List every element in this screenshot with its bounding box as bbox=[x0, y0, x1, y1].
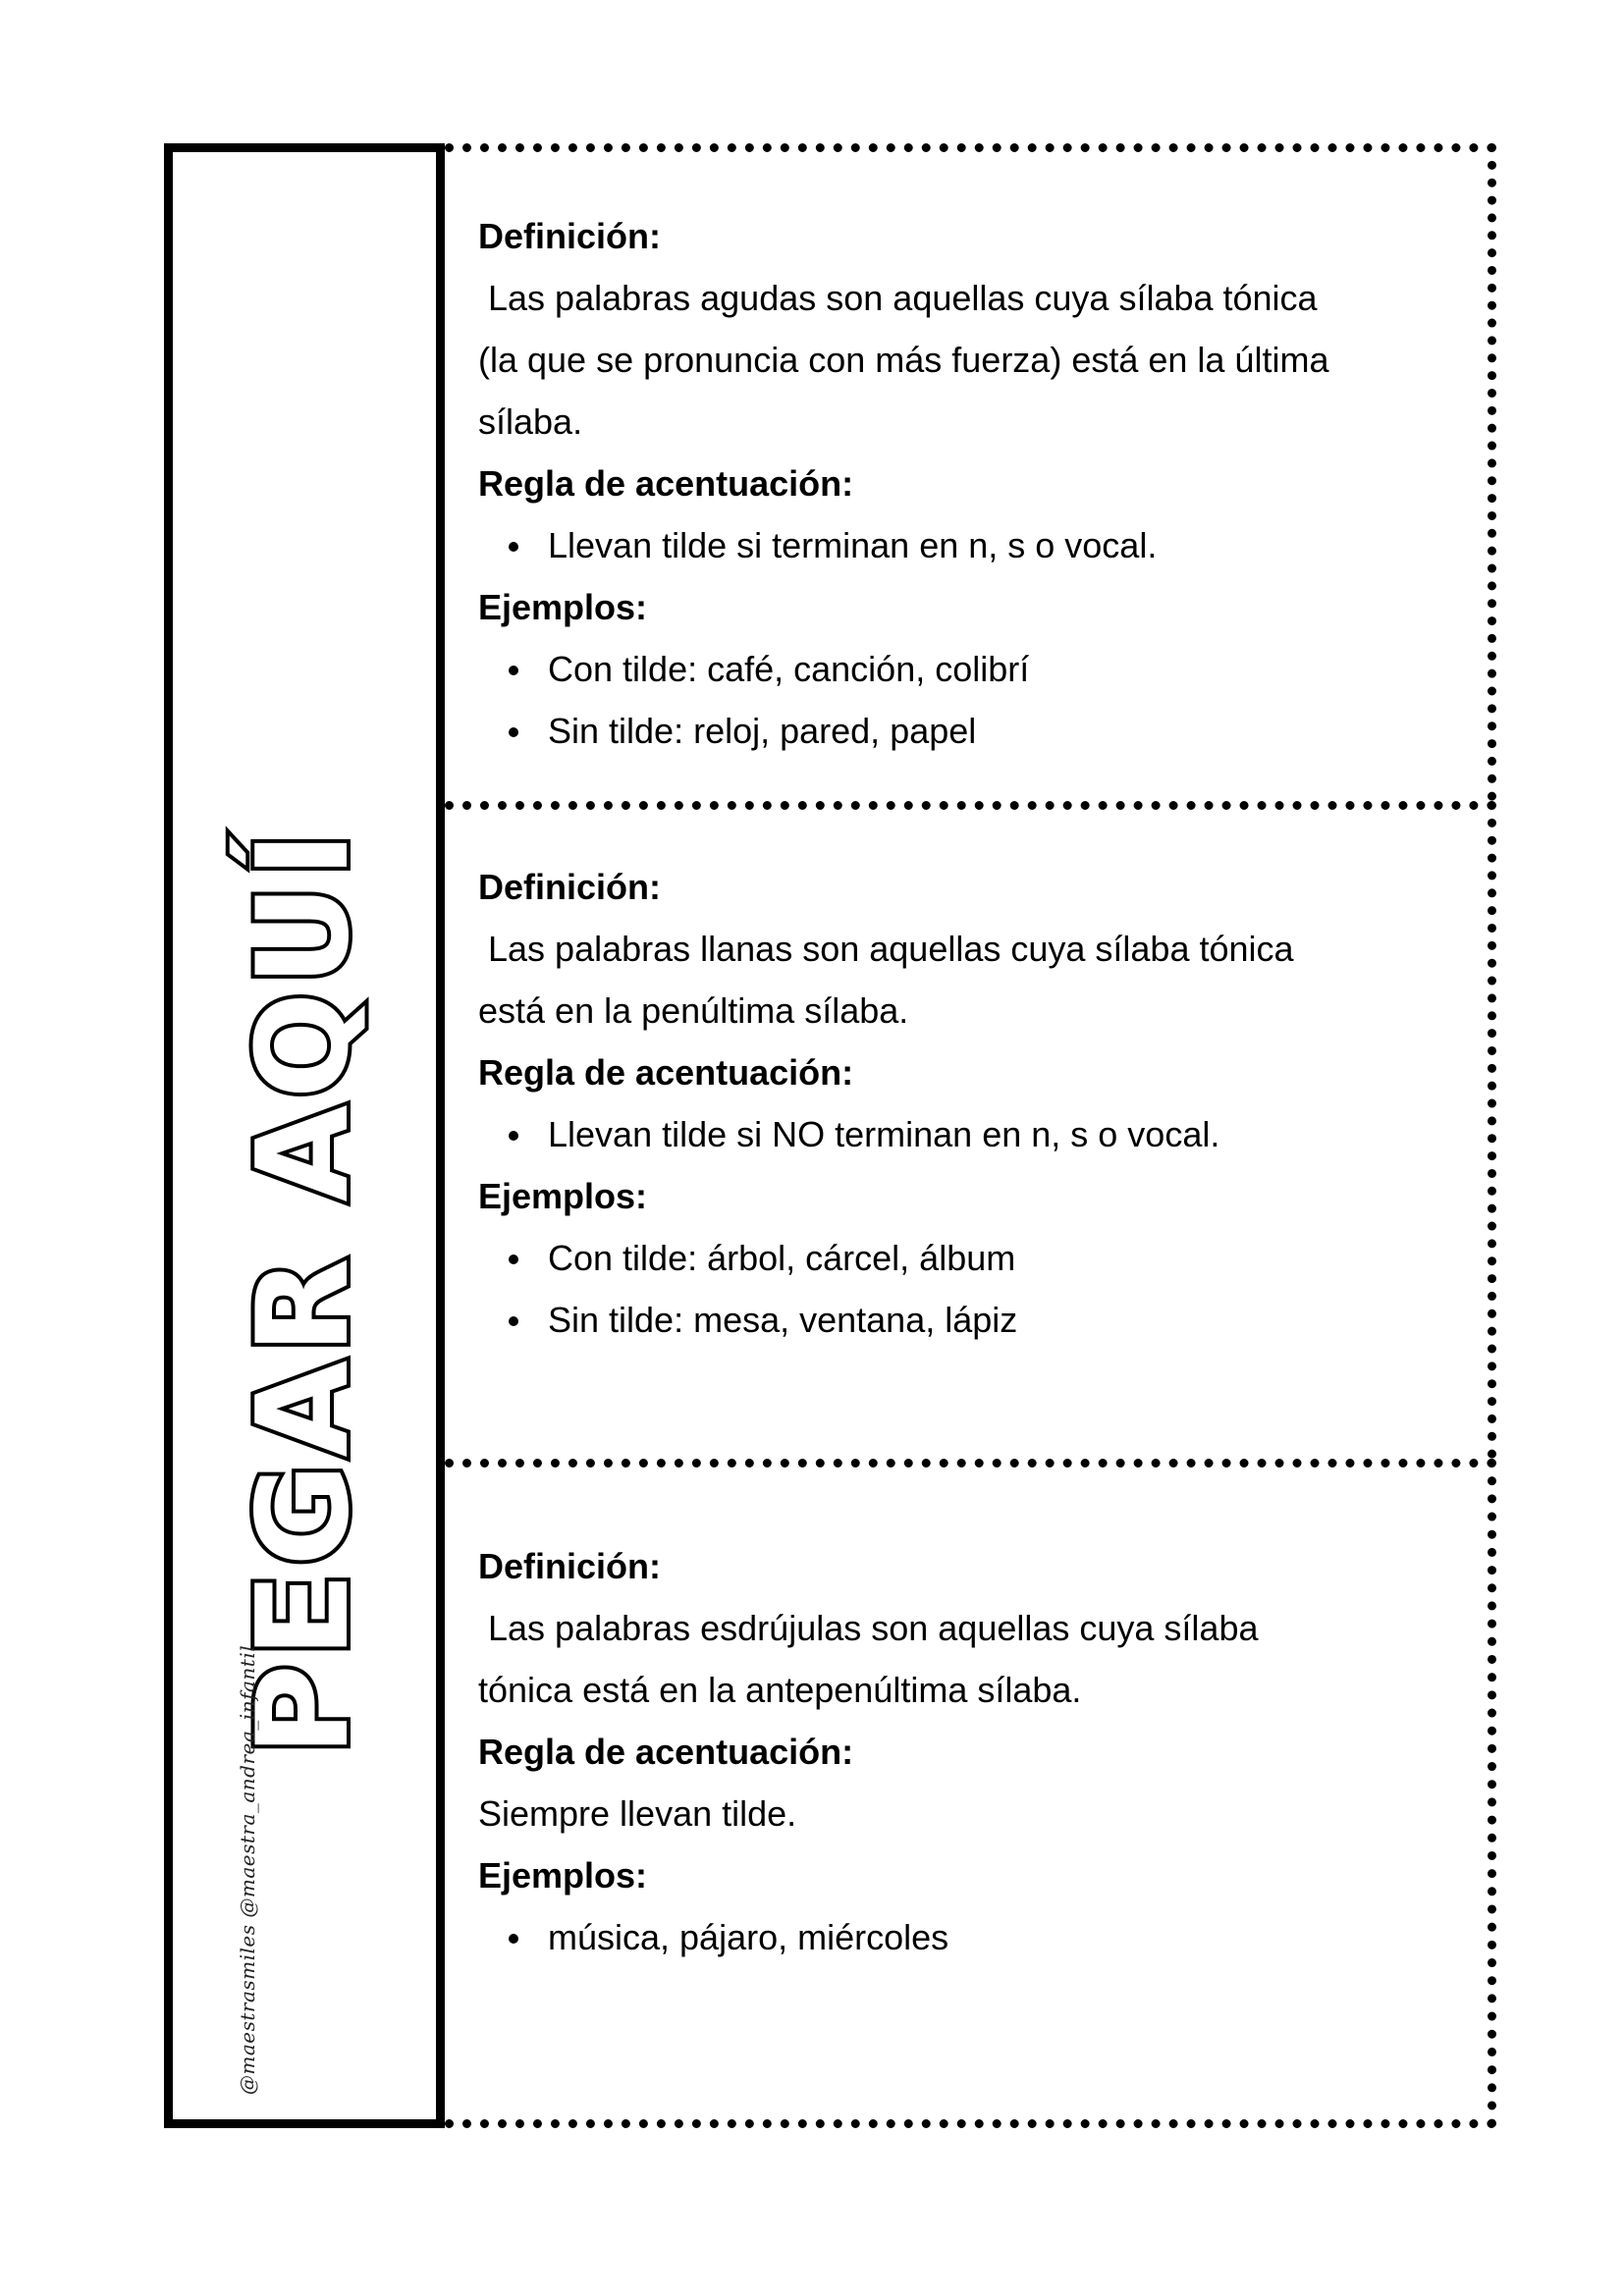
example-item: música, pájaro, miércoles bbox=[478, 1906, 1448, 1968]
example-item: Con tilde: árbol, cárcel, álbum bbox=[478, 1227, 1448, 1289]
card-body bbox=[478, 205, 1448, 762]
examples-list bbox=[478, 1227, 1448, 1351]
definition-heading: Definición: bbox=[478, 216, 661, 256]
rule-item: Llevan tilde si terminan en n, s o vocal. bbox=[478, 514, 1448, 576]
cards-column bbox=[445, 143, 1496, 2128]
rule-heading: Regla de acentuación: bbox=[478, 463, 854, 504]
examples-list bbox=[478, 638, 1448, 762]
rule-item: Llevan tilde si NO terminan en n, s o vocal. bbox=[478, 1103, 1448, 1165]
definition-heading: Definición: bbox=[478, 867, 661, 907]
examples-list bbox=[478, 1906, 1448, 1968]
examples-heading: Ejemplos: bbox=[478, 1176, 648, 1216]
example-item: Sin tilde: reloj, pared, papel bbox=[478, 700, 1448, 762]
definition-line: tónica está en la antepenúltima sílaba. bbox=[478, 1670, 1082, 1710]
rule-heading: Regla de acentuación: bbox=[478, 1732, 854, 1772]
definition-line: Las palabras llanas son aquellas cuya sílaba tónica bbox=[488, 929, 1294, 969]
definition-line: Las palabras esdrújulas son aquellas cuya sílaba bbox=[488, 1608, 1259, 1648]
examples-heading: Ejemplos: bbox=[478, 1855, 648, 1896]
rule-heading: Regla de acentuación: bbox=[478, 1052, 854, 1093]
author-credits: @maestrasmiles @maestra_andrea_infantil bbox=[236, 1644, 259, 2096]
card-esdrujulas bbox=[445, 1459, 1496, 2128]
strip-title: PEGAR AQUÍ bbox=[231, 826, 377, 1756]
card-body bbox=[478, 1535, 1448, 1968]
strip-title-area bbox=[173, 152, 436, 1821]
card-agudas bbox=[445, 143, 1496, 801]
rule-list bbox=[478, 1103, 1448, 1165]
definition-line: está en la penúltima sílaba. bbox=[478, 990, 909, 1031]
definition-line: (la que se pronuncia con más fuerza) está en la última bbox=[478, 340, 1329, 380]
definition-line: sílaba. bbox=[478, 401, 583, 442]
card-body bbox=[478, 856, 1448, 1351]
example-item: Con tilde: café, canción, colibrí bbox=[478, 638, 1448, 700]
card-llanas bbox=[445, 801, 1496, 1459]
rule-list bbox=[478, 514, 1448, 576]
example-item: Sin tilde: mesa, ventana, lápiz bbox=[478, 1289, 1448, 1351]
definition-line: Las palabras agudas son aquellas cuya sílaba tónica bbox=[488, 278, 1318, 318]
examples-heading: Ejemplos: bbox=[478, 587, 648, 627]
glue-strip bbox=[164, 143, 445, 2128]
definition-heading: Definición: bbox=[478, 1546, 661, 1586]
rule-text: Siempre llevan tilde. bbox=[478, 1793, 797, 1834]
